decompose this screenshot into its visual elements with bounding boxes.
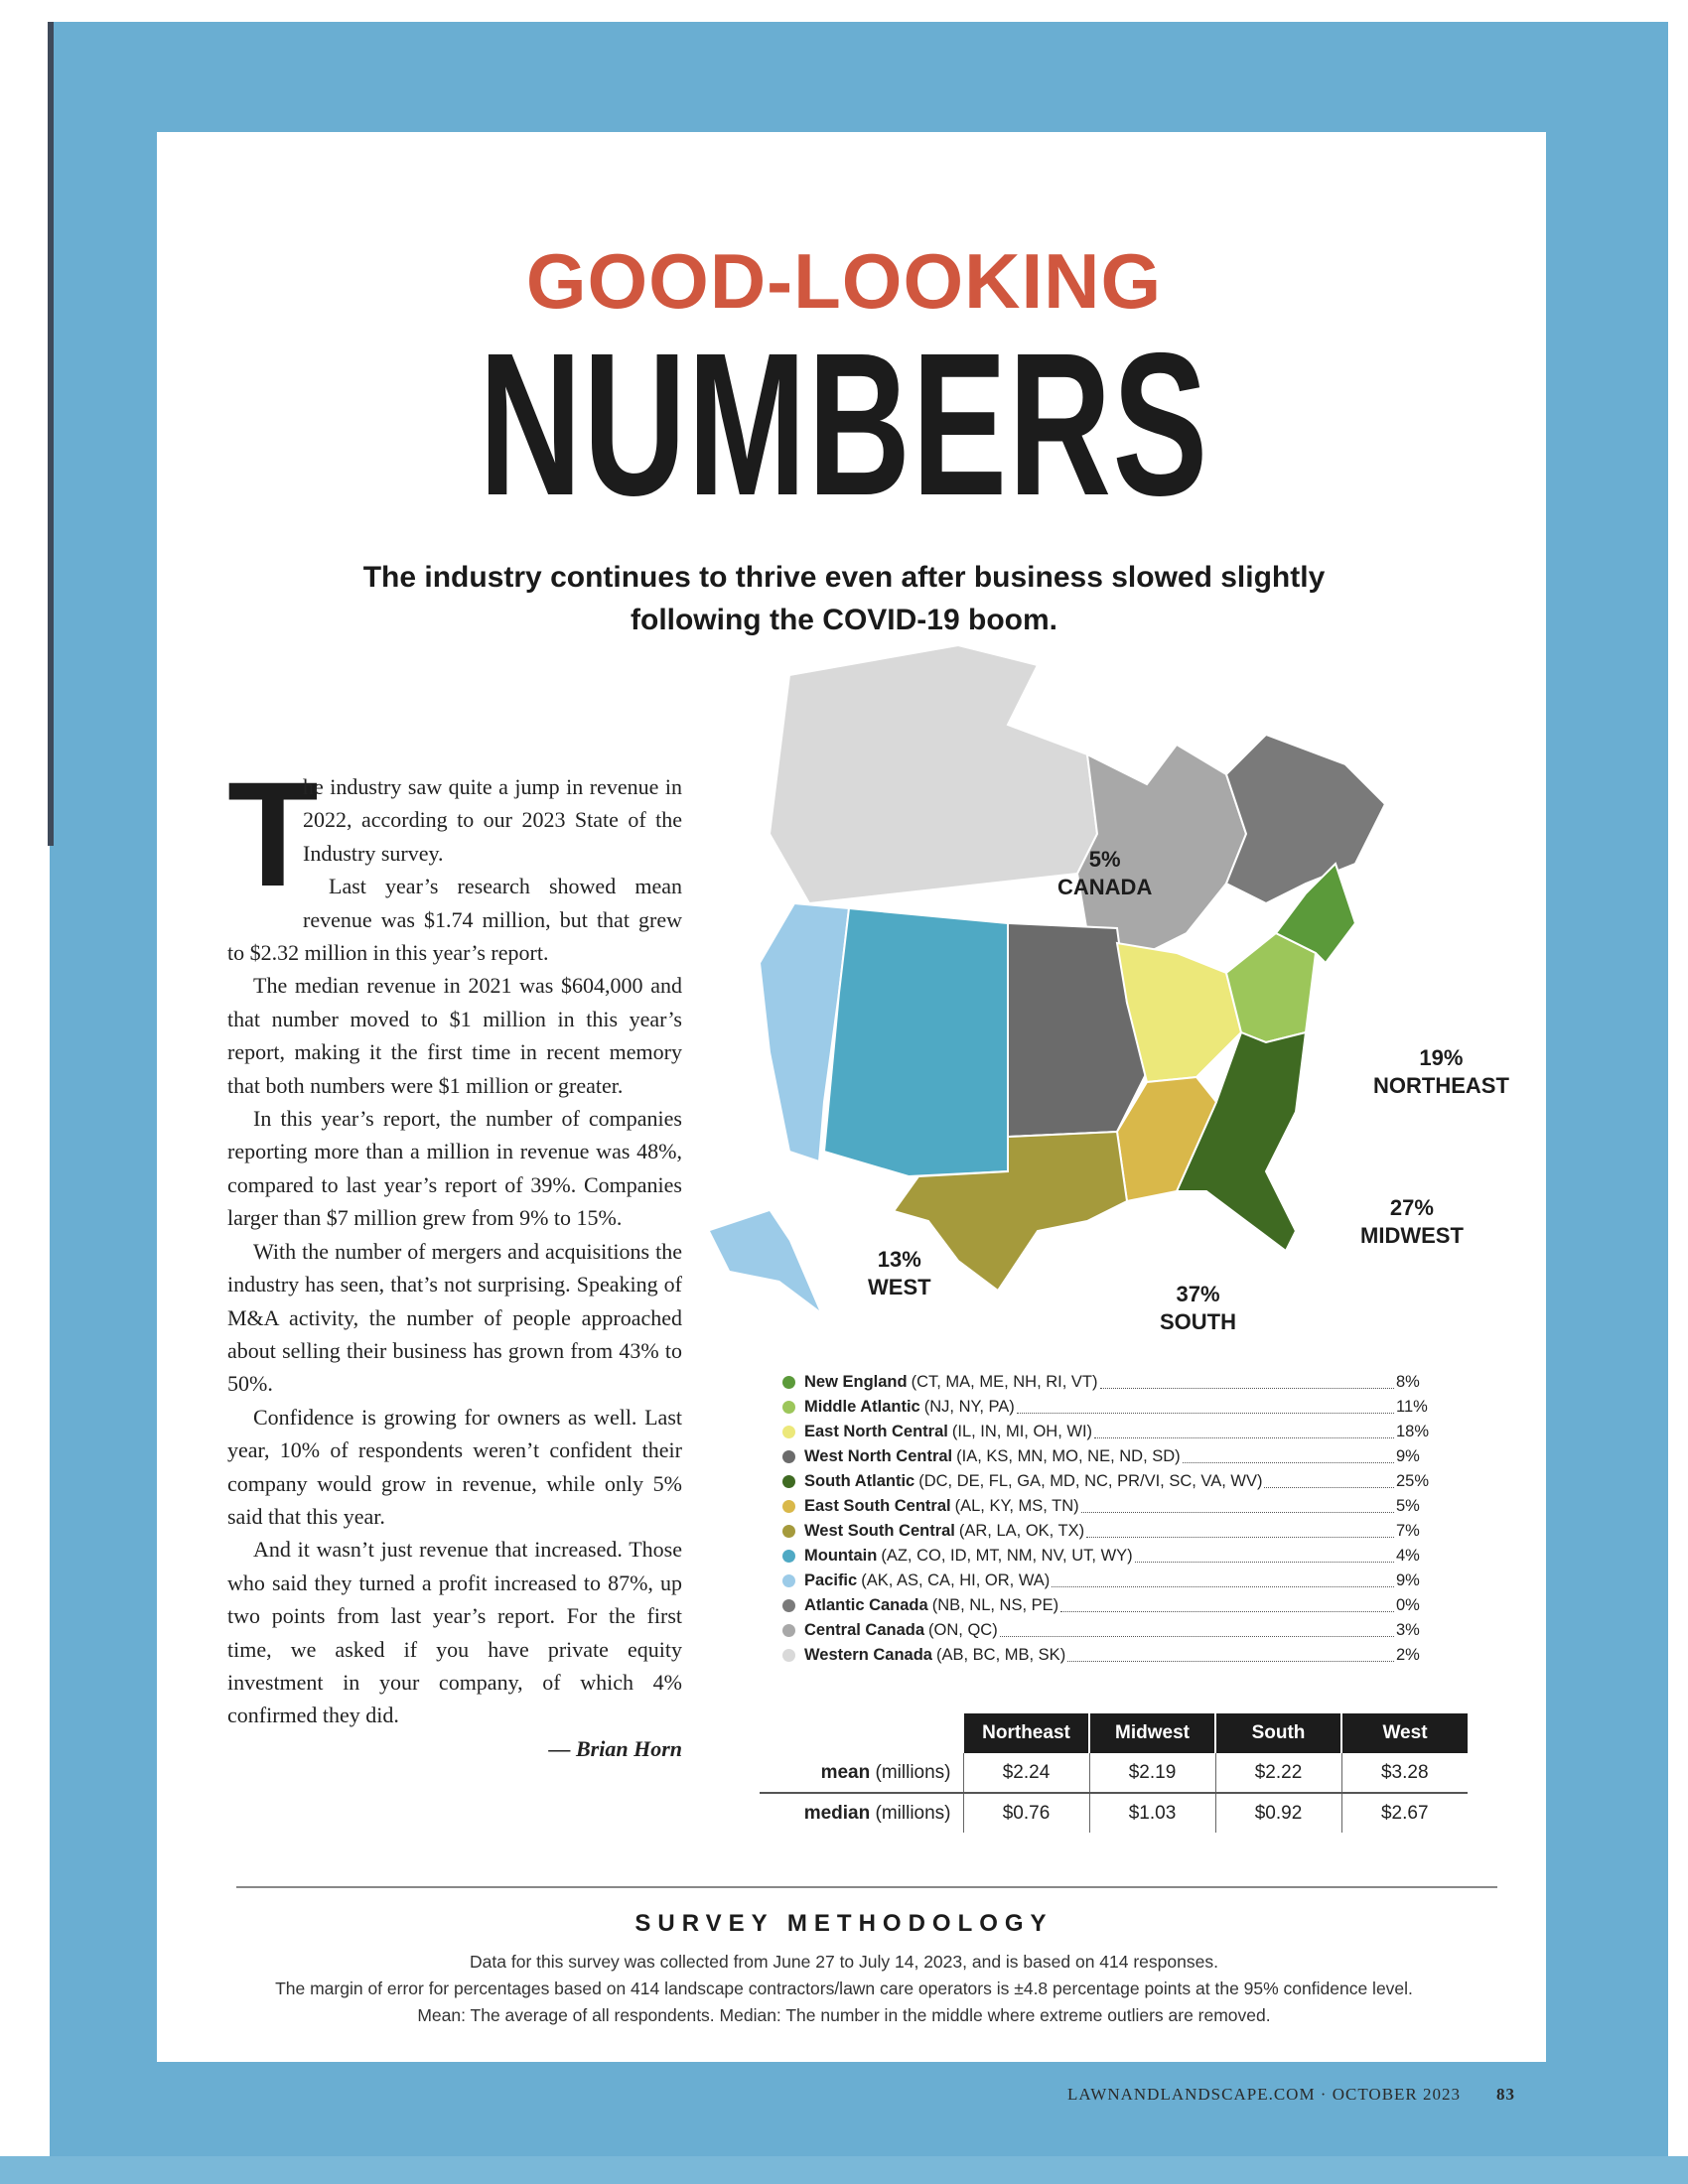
- legend-item: [782, 1544, 1428, 1569]
- legend-name: New England: [804, 1373, 908, 1391]
- legend-name: Western Canada: [804, 1646, 932, 1664]
- cell: $0.76: [963, 1793, 1089, 1833]
- subtitle-line: following the COVID-19 boom.: [631, 604, 1057, 636]
- legend-item: [782, 1593, 1428, 1618]
- row-label-main: mean: [820, 1761, 871, 1783]
- legend-states: (IA, KS, MN, MO, NE, ND, SD): [956, 1447, 1181, 1465]
- legend-states: (AK, AS, CA, HI, OR, WA): [861, 1571, 1051, 1589]
- color-swatch-icon: [782, 1624, 795, 1637]
- color-swatch-icon: [782, 1550, 795, 1563]
- methodology-line: The margin of error for percentages based on 414 landscape contractors/lawn care operators is ±4.8 percentage points at the 95% confidence level.: [275, 1979, 1413, 1998]
- color-swatch-icon: [782, 1525, 795, 1538]
- legend-states: (CT, MA, ME, NH, RI, VT): [911, 1373, 1098, 1391]
- color-swatch-icon: [782, 1475, 795, 1488]
- bottom-strip: [0, 2156, 1688, 2184]
- legend-name: East South Central: [804, 1497, 951, 1515]
- leader-dots: [1100, 1377, 1394, 1389]
- leader-dots: [1183, 1451, 1394, 1463]
- region-name: NORTHEAST: [1373, 1073, 1509, 1098]
- map-label-canada: [1057, 846, 1152, 901]
- legend-name: West North Central: [804, 1447, 953, 1465]
- legend-item: [782, 1569, 1428, 1593]
- color-swatch-icon: [782, 1649, 795, 1662]
- color-swatch-icon: [782, 1500, 795, 1513]
- divider: [236, 1886, 1497, 1888]
- leader-dots: [1086, 1526, 1394, 1538]
- leader-dots: [1000, 1625, 1394, 1637]
- legend-name: Central Canada: [804, 1621, 925, 1639]
- legend-pct: 5%: [1396, 1497, 1420, 1515]
- map-label-south: [1160, 1281, 1236, 1336]
- page-number: 83: [1496, 2085, 1516, 2104]
- cell: $2.67: [1341, 1793, 1468, 1833]
- subtitle-line: The industry continues to thrive even after business slowed slightly: [362, 561, 1326, 594]
- legend-states: (AZ, CO, ID, MT, NM, NV, UT, WY): [881, 1547, 1133, 1565]
- leader-dots: [1135, 1551, 1394, 1563]
- methodology-title: SURVEY METHODOLOGY: [634, 1910, 1054, 1937]
- legend-item: [782, 1519, 1428, 1544]
- color-swatch-icon: [782, 1401, 795, 1414]
- page-footer: [1067, 2085, 1515, 2105]
- row-unit: (millions): [875, 1761, 951, 1783]
- col-header: South: [1215, 1713, 1341, 1753]
- byline: — Brian Horn: [548, 1735, 682, 1761]
- legend-states: (ON, QC): [928, 1621, 998, 1639]
- legend-item: [782, 1494, 1428, 1519]
- col-header: Midwest: [1089, 1713, 1215, 1753]
- map-atlantic-canada: [1226, 735, 1385, 903]
- color-swatch-icon: [782, 1450, 795, 1463]
- legend-states: (AR, LA, OK, TX): [958, 1522, 1085, 1540]
- legend-states: (DC, DE, FL, GA, MD, NC, PR/VI, SC, VA, WV): [918, 1472, 1263, 1490]
- legend-states: (AB, BC, MB, SK): [936, 1646, 1066, 1664]
- pct: 37%: [1176, 1282, 1220, 1306]
- map-mountain: [824, 908, 1008, 1176]
- color-swatch-icon: [782, 1376, 795, 1389]
- col-header: West: [1341, 1713, 1468, 1753]
- map-middle-atlantic: [1226, 933, 1316, 1042]
- headline-title: NUMBERS: [479, 311, 1209, 538]
- paragraph: With the number of mergers and acquisitions the industry has seen, that’s not surprising. Speaking of M&A activity, the number of people approached about selling their business has grown from 43% to 50%.: [227, 1238, 682, 1397]
- map-label-west: [868, 1246, 931, 1301]
- cell: $2.24: [963, 1753, 1089, 1793]
- legend-name: East North Central: [804, 1423, 948, 1440]
- pct: 13%: [877, 1247, 921, 1272]
- leader-dots: [1067, 1650, 1394, 1662]
- article-body: [227, 751, 682, 1765]
- legend-name: Pacific: [804, 1571, 858, 1589]
- paragraph: Confidence is growing for owners as well. Last year, 10% of respondents weren’t confident their company would grow in revenue, while only 5% said that this year.: [227, 1404, 682, 1529]
- legend-states: (NB, NL, NS, PE): [931, 1596, 1059, 1614]
- legend-pct: 3%: [1396, 1621, 1420, 1639]
- legend-name: Atlantic Canada: [804, 1596, 928, 1614]
- legend-item: [782, 1469, 1428, 1494]
- legend-states: (AL, KY, MS, TN): [954, 1497, 1079, 1515]
- pct: 27%: [1389, 1195, 1434, 1220]
- legend-pct: 0%: [1396, 1596, 1420, 1614]
- row-unit: (millions): [875, 1802, 951, 1824]
- leader-dots: [1094, 1427, 1394, 1438]
- legend-pct: 8%: [1396, 1373, 1420, 1391]
- legend-item: [782, 1618, 1428, 1643]
- scan-edge: [48, 22, 54, 846]
- map-western-canada: [770, 645, 1097, 903]
- legend-pct: 4%: [1396, 1547, 1420, 1565]
- footer-site: LAWNANDLANDSCAPE.COM · OCTOBER 2023: [1067, 2085, 1462, 2104]
- region-name: SOUTH: [1160, 1309, 1236, 1334]
- legend-pct: 9%: [1396, 1447, 1420, 1465]
- cell: $3.28: [1341, 1753, 1468, 1793]
- cell: $2.19: [1089, 1753, 1215, 1793]
- cell: $2.22: [1215, 1753, 1341, 1793]
- leader-dots: [1081, 1501, 1394, 1513]
- region-name: CANADA: [1057, 875, 1153, 899]
- paragraph: In this year’s report, the number of companies reporting more than a million in revenue was 48%, compared to last year’s report of 39%. Companies larger than $7 million grew from 9% to 15%.: [227, 1106, 682, 1231]
- legend-name: Middle Atlantic: [804, 1398, 920, 1416]
- leader-dots: [1017, 1402, 1394, 1414]
- table-row: [760, 1753, 1468, 1793]
- legend-pct: 11%: [1396, 1398, 1428, 1416]
- legend-name: South Atlantic: [804, 1472, 915, 1490]
- cell: $0.92: [1215, 1793, 1341, 1833]
- table-header: [760, 1713, 1468, 1753]
- paragraph: Last year’s research showed mean revenue was $1.74 million, but that grew to $2.32 million in this year’s report.: [227, 874, 682, 966]
- legend-item: [782, 1420, 1428, 1444]
- map-alaska: [710, 1211, 819, 1310]
- legend-pct: 2%: [1396, 1646, 1420, 1664]
- map-label-midwest: [1360, 1194, 1464, 1250]
- legend-name: Mountain: [804, 1547, 878, 1565]
- leader-dots: [1264, 1476, 1394, 1488]
- methodology-line: Data for this survey was collected from June 27 to July 14, 2023, and is based on 414 responses.: [470, 1952, 1218, 1972]
- headline-kicker: GOOD-LOOKING: [525, 237, 1163, 325]
- row-label: [760, 1753, 963, 1793]
- map-label-northeast: [1373, 1044, 1509, 1100]
- col-header: Northeast: [963, 1713, 1089, 1753]
- legend-name: West South Central: [804, 1522, 955, 1540]
- color-swatch-icon: [782, 1574, 795, 1587]
- cell: $1.03: [1089, 1793, 1215, 1833]
- subtitle: [199, 556, 1489, 641]
- paragraph: And it wasn’t just revenue that increased. Those who said they turned a profit increased to 87%, up two points from last year’s report. For the first time, we asked if you have private equity investment in your company, of which 4% confirmed they did.: [227, 1537, 682, 1728]
- paragraph: he industry saw quite a jump in revenue in 2022, according to our 2023 State of the Industry survey.: [303, 774, 682, 866]
- legend-pct: 18%: [1396, 1423, 1430, 1440]
- legend-item: [782, 1370, 1428, 1395]
- region-name: MIDWEST: [1360, 1223, 1464, 1248]
- pct: 5%: [1088, 847, 1121, 872]
- paragraph: The median revenue in 2021 was $604,000 and that number moved to $1 million in this year’s report, making it the first time in recent memory that both numbers were $1 million or greater.: [227, 973, 682, 1098]
- legend-item: [782, 1643, 1428, 1668]
- methodology-line: Mean: The average of all respondents. Median: The number in the middle where extreme outliers are removed.: [417, 2005, 1271, 2025]
- pct: 19%: [1419, 1045, 1464, 1070]
- legend-pct: 7%: [1396, 1522, 1420, 1540]
- legend-states: (NJ, NY, PA): [923, 1398, 1015, 1416]
- table-row: [760, 1793, 1468, 1833]
- drop-cap: T: [227, 751, 319, 917]
- legend-pct: 25%: [1396, 1472, 1430, 1490]
- map-legend: [782, 1370, 1428, 1668]
- leader-dots: [1060, 1600, 1394, 1612]
- legend-item: [782, 1395, 1428, 1420]
- region-name: WEST: [868, 1275, 931, 1299]
- leader-dots: [1052, 1575, 1394, 1587]
- row-label: [760, 1793, 963, 1833]
- revenue-table: [760, 1713, 1468, 1833]
- color-swatch-icon: [782, 1599, 795, 1612]
- row-label-main: median: [803, 1802, 871, 1824]
- legend-pct: 9%: [1396, 1571, 1420, 1589]
- color-swatch-icon: [782, 1426, 795, 1438]
- legend-states: (IL, IN, MI, OH, WI): [951, 1423, 1093, 1440]
- legend-item: [782, 1444, 1428, 1469]
